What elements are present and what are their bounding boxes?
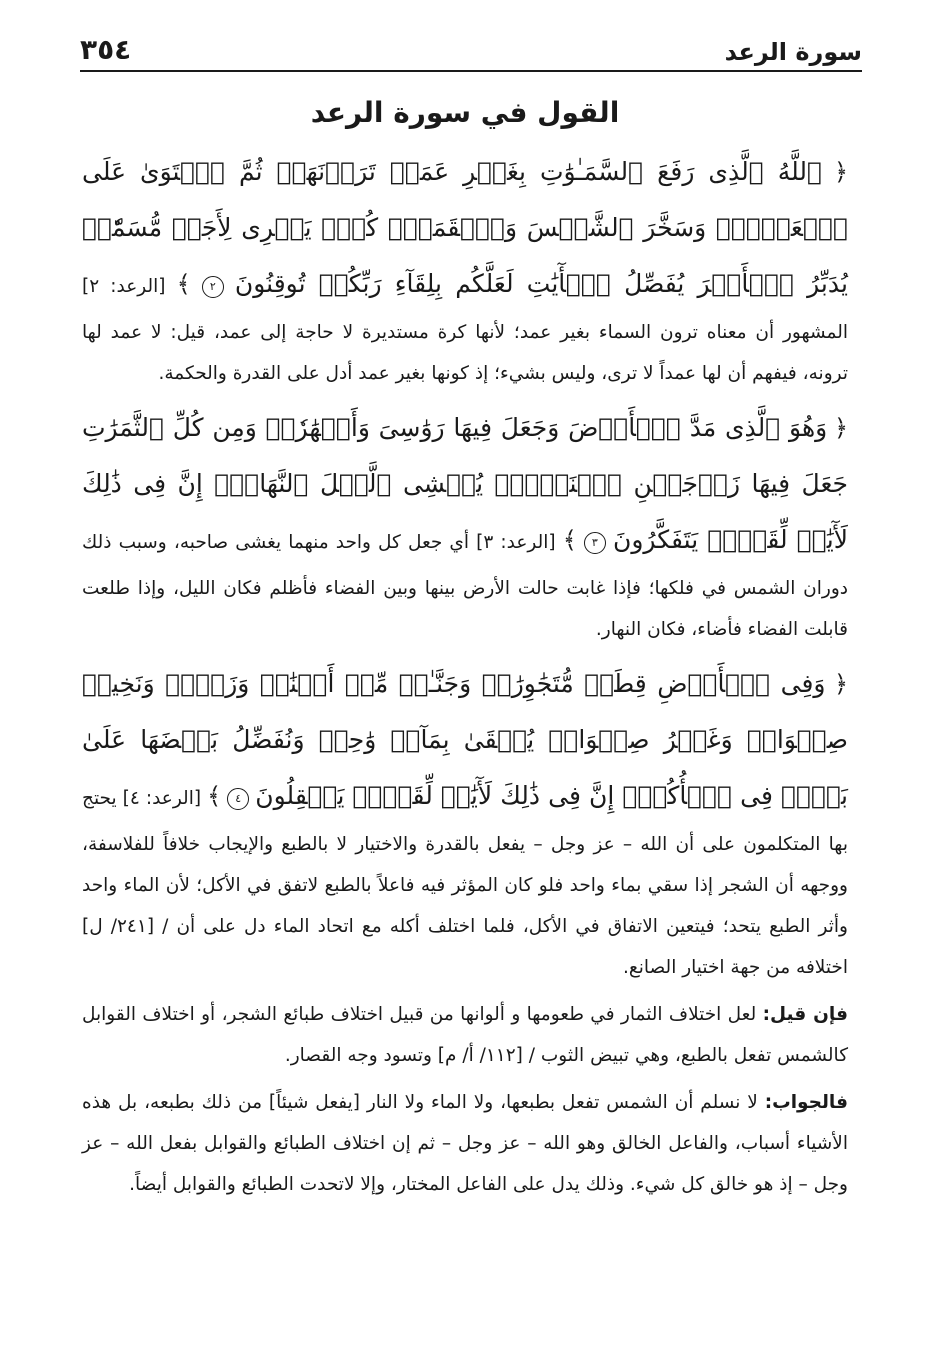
ayah-text: وَفِى ٱلۡأَرۡضِ قِطَعٞ مُّتَجَٰوِرَٰتٞ وَجَنَّـٰتٞ مِّنۡ أَعۡنَٰبٖ وَزَرۡعٞ وَنَخِيلٞ صِنۡوَانٞ وَغَيۡرُ صِنۡوَانٖ يُسۡقَىٰ بِمَآءٖ وَٰحِدٖ وَنُفَضِّلُ بَعۡضَهَا عَلَىٰ بَعۡضٖ فِى ٱلۡأُكُلِۚ إِنَّ فِى ذَٰلِكَ لَأٓيَٰتٖ لِّقَوۡمٖ يَعۡقِلُونَ: [82, 669, 848, 810]
question-paragraph: [82, 994, 848, 1076]
answer-paragraph: [82, 1082, 848, 1205]
ayah-text: ٱللَّهُ ٱلَّذِى رَفَعَ ٱلسَّمَـٰوَٰتِ بِغَيۡرِ عَمَدٖ تَرَوۡنَهَاۖ ثُمَّ ٱسۡتَوَىٰ عَلَى ٱلۡعَرۡشِۖ وَسَخَّرَ ٱلشَّمۡسَ وَٱلۡقَمَرَۖ كُلّٞ يَجۡرِى لِأَجَلٖ مُّسَمّٗىۚ يُدَبِّرُ ٱلۡأَمۡرَ يُفَصِّلُ ٱلۡأٓيَٰتِ لَعَلَّكُم بِلِقَآءِ رَبِّكُمۡ تُوقِنُونَ: [82, 157, 848, 298]
ayah-close-brace: ﴾: [562, 526, 577, 554]
ayah-open-brace: ﴿: [833, 158, 848, 186]
answer-text: لا نسلم أن الشمس تفعل بطبعها، ولا الماء ولا النار [يفعل شيئاً] من ذلك بطبعه، بل هذه الأشياء أسباب، والفاعل الخالق وهو الله – عز وجل – ثم إن اختلاف الطبائع والقوابل بفعل الله – عز وجل – إذ هو خالق كل شيء. وذلك يدل على الفاعل المختار، وإلا لاتحدت الطبائع والقوابل أيضاً.: [82, 1092, 848, 1195]
ayah-close-brace: ﴾: [207, 782, 222, 810]
running-title: سورة الرعد: [724, 38, 862, 66]
ayah-close-brace: ﴾: [176, 270, 191, 298]
surah-reference: [الرعد: ٤]: [122, 788, 202, 809]
page-number: ٣٥٤: [80, 33, 132, 66]
verse-block-3: [82, 656, 848, 988]
ayah-number-marker: ٢: [202, 276, 224, 298]
page-header: [80, 26, 862, 72]
verse-block-1: [82, 144, 848, 394]
ayah-open-brace: ﴿: [833, 414, 848, 442]
question-lead: فإن قيل:: [762, 1004, 848, 1025]
question-text: لعل اختلاف الثمار في طعومها و ألوانها من قبيل اختلاف طبائع الشجر، أو اختلاف القوابل كالشمس تفعل بالطبع، وهي تبيض الثوب / [١١٢/ أ/ م] وتسود وجه القصار.: [82, 1004, 848, 1066]
commentary-text: المشهور أن معناه ترون السماء بغير عمد؛ لأنها كرة مستديرة لا حاجة إلى عمد، قيل: لا عمد لها ترونه، فيفهم أن لها عمداً لا ترى، وليس بشيء؛ إذ كونها بغير عمد أدل على القدرة والحكمة.: [82, 322, 848, 384]
ayah-number-marker: ٤: [227, 788, 249, 810]
ayah-open-brace: ﴿: [833, 670, 848, 698]
verse-block-2: [82, 400, 848, 650]
section-title: القول في سورة الرعد: [310, 96, 620, 129]
answer-lead: فالجواب:: [764, 1092, 848, 1113]
surah-reference: [الرعد: ٣]: [476, 532, 556, 553]
commentary-text: أي جعل كل واحد منهما يغشى صاحبه، وسبب ذلك دوران الشمس في فلكها؛ فإذا غابت حالت الأرض بينها وبين الفضاء فأظلم فكان الليل، وإذا طلعت قابلت الفضاء فأضاء، فكان النهار.: [82, 532, 848, 640]
page-body: [82, 90, 848, 1211]
ayah-number-marker: ٣: [584, 532, 606, 554]
surah-reference: [الرعد: ٢]: [82, 276, 166, 297]
ayah-text: وَهُوَ ٱلَّذِى مَدَّ ٱلۡأَرۡضَ وَجَعَلَ فِيهَا رَوَٰسِىَ وَأَنۡهَٰرٗاۖ وَمِن كُلِّ ٱلثَّمَرَٰتِ جَعَلَ فِيهَا زَوۡجَيۡنِ ٱثۡنَيۡنِۖ يُغۡشِى ٱلَّيۡلَ ٱلنَّهَارَۚ إِنَّ فِى ذَٰلِكَ لَأٓيَٰتٖ لِّقَوۡمٖ يَتَفَكَّرُونَ: [82, 413, 848, 554]
commentary-text: يحتج بها المتكلمون على أن الله – عز وجل – يفعل بالقدرة والاختيار لا بالطبع والإيجاب خلافاً للفلاسفة، ووجهه أن الشجر إذا سقي بماء واحد فلو كان المؤثر فيه فاعلاً بالطبع لاتفق في الأكل؛ لأن الماء واحد وأثر الطبع يتحد؛ فيتعين الاتفاق في الأكل، فلما اختلف أكله مع اتحاد الماء دل على أن / [٢٤١/ ل] اختلافه من جهة اختيار الصانع.: [82, 788, 848, 978]
